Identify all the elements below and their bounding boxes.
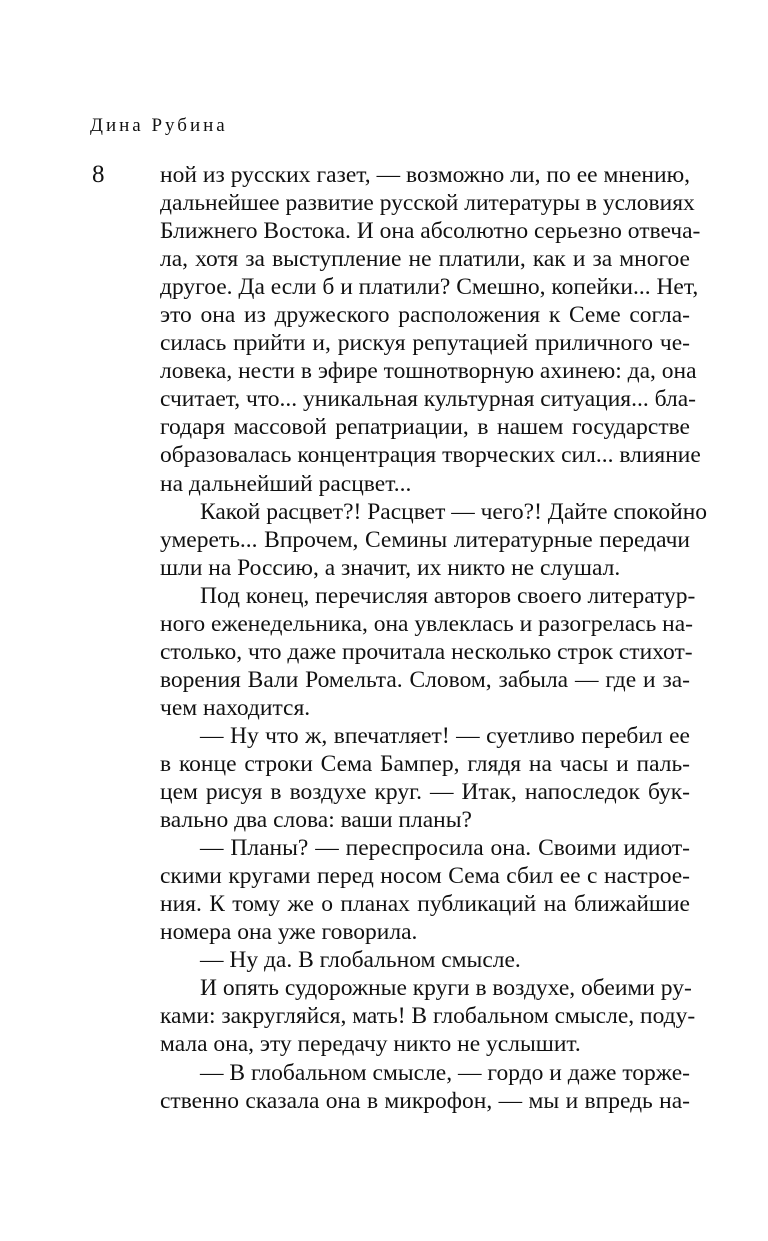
page-number: 8 <box>92 161 105 188</box>
text-line: ния. К тому же о планах публикаций на ближайшие <box>160 891 690 918</box>
text-line: считает, что... уникальная культурная ситуация... бла- <box>160 386 696 413</box>
text-line: ла, хотя за выступление не платили, как и за многое <box>160 246 690 273</box>
text-line: на дальнейший расцвет... <box>160 470 412 497</box>
paragraph <box>160 1059 690 1115</box>
paragraph <box>160 974 696 1058</box>
text-line: силась прийти и, рискуя репутацией приличного че- <box>160 330 690 357</box>
text-line: образовалась концентрация творческих сил... влияние <box>160 442 701 469</box>
text-line: Под конец, перечисляя авторов своего литератур- <box>200 582 696 609</box>
text-line: годаря массовой репатриации, в нашем государстве <box>160 414 690 441</box>
text-line: в конце строки Сема Бампер, глядя на часы и паль- <box>160 750 690 777</box>
text-line: мала она, эту передачу никто не услышит. <box>160 1031 581 1058</box>
text-line: номера она уже говорила. <box>160 919 418 946</box>
text-line: это она из дружеского расположения к Семе согла- <box>160 302 690 329</box>
paragraph <box>160 946 690 974</box>
paragraph <box>160 582 696 722</box>
text-line: — Ну что ж, впечатляет! — суетливо перебил ее <box>200 722 690 749</box>
text-line: цем рисуя в воздухе круг. — Итак, напоследок бук- <box>160 779 690 806</box>
text-line: другое. Да если б и платили? Смешно, копейки... Нет, <box>160 274 699 301</box>
text-line: — Ну да. В глобальном смысле. <box>200 947 521 974</box>
text-line: — В глобальном смысле, — гордо и даже торже- <box>200 1059 690 1086</box>
paragraph <box>160 722 690 834</box>
paragraph <box>160 161 701 498</box>
text-line: — Планы? — переспросила она. Своими идиот- <box>200 835 690 862</box>
text-line: чем находится. <box>160 694 311 721</box>
text-line: Ближнего Востока. И она абсолютно серьезно отвеча- <box>160 218 701 245</box>
text-line: вально два слова: ваши планы? <box>160 807 472 834</box>
paragraph <box>160 498 708 582</box>
text-line: Какой расцвет?! Расцвет — чего?! Дайте спокойно <box>200 498 708 525</box>
text-line: шли на Россию, а значит, их никто не слушал. <box>160 554 621 581</box>
text-line: ственно сказала она в микрофон, — мы и впредь на- <box>160 1087 690 1114</box>
body-text <box>160 161 708 1115</box>
text-line: И опять судорожные круги в воздухе, обеими ру- <box>200 975 692 1002</box>
text-line: ного еженедельника, она увлеклась и разогрелась на- <box>160 610 693 637</box>
running-header-author: Дина Рубина <box>90 115 228 136</box>
text-line: ками: закругляйся, мать! В глобальном смысле, поду- <box>160 1003 696 1030</box>
text-line: скими кругами перед носом Сема сбил ее с настрое- <box>160 863 690 890</box>
text-line: ворения Вали Ромельта. Словом, забыла — где и за- <box>160 666 690 693</box>
text-line: умереть... Впрочем, Семины литературные передачи <box>160 526 690 553</box>
text-line: дальнейшее развитие русской литературы в условиях <box>160 190 695 217</box>
text-line: столько, что даже прочитала несколько строк стихот- <box>160 638 693 665</box>
text-line: ной из русских газет, — возможно ли, по ее мнению, <box>160 162 690 188</box>
paragraph <box>160 834 690 946</box>
text-line: ловека, нести в эфире тошнотворную ахинею: да, она <box>160 358 697 385</box>
